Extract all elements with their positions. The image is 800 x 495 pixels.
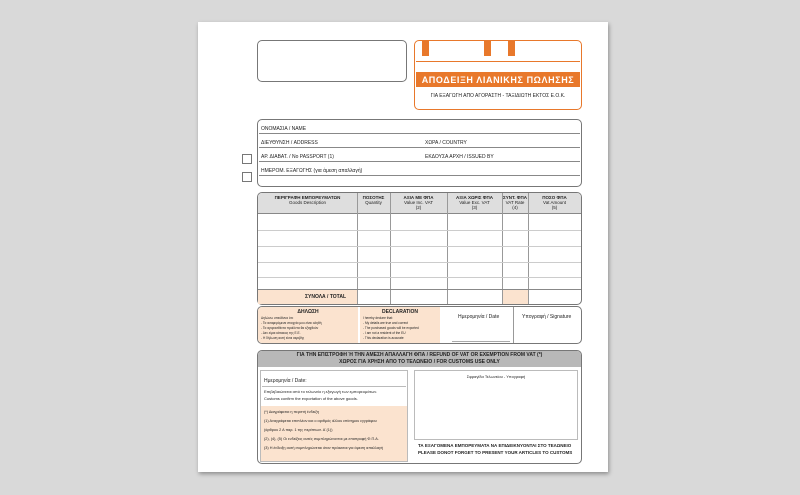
- column-header-en: Value Inc. VAT: [403, 200, 433, 205]
- total-label: ΣΥΝΟΛΑ / TOTAL: [305, 294, 347, 300]
- customs-header-line2: ΧΩΡΟΣ ΓΙΑ ΧΡΗΣΗ ΑΠΟ ΤΟ ΤΕΛΩΝΕΙΟ / FOR CUSTOMS USE ONLY: [339, 359, 500, 365]
- customs-header-line1: ΓΙΑ ΤΗΝ ΕΠΙΣΤΡΟΦΗ Ή ΤΗΝ ΑΜΕΣΗ ΑΠΑΛΛΑΓΗ ΦΠΑ / REFUND OF VAT OR EXEMPTION FROM VAT (*): [296, 352, 543, 358]
- column-header-num: (3): [471, 205, 478, 210]
- customs-confirm-en: Customs confirm the exportation of the above goods.: [264, 396, 358, 401]
- declaration-en-line: - I am not a resident of the EU: [363, 331, 406, 335]
- form-subtitle: ΓΙΑ ΕΞΑΓΩΓΗ ΑΠΟ ΑΓΟΡΑΣΤΗ - ΤΑΞΙΔΙΩΤΗ ΕΚΤΟΣ Ε.Ο.Κ.: [430, 93, 566, 99]
- col-divider: [502, 193, 503, 304]
- column-header-gr: ΠΕΡΙΓΡΑΦΗ ΕΜΠΟΡΕΥΜΑΤΩΝ: [274, 195, 341, 200]
- column-header-gr: ΑΞΙΑ ΜΕ ΦΠΑ: [403, 195, 434, 200]
- customs-note-line: (1) Αναγράφεται επιπλέον και ο αριθμός άλλου επίσημου εγγράφου: [264, 419, 377, 423]
- column-header-num: (5): [551, 205, 558, 210]
- column-header-en: Quantity: [365, 200, 382, 205]
- rule: [259, 175, 580, 176]
- export-date-label: ΗΜΕΡΟΜ. ΕΞΑΓΩΓΗΣ (για άμεση απαλλαγή): [261, 168, 363, 174]
- serial-tab-2: [484, 41, 491, 56]
- declaration-gr-title: ΔΗΛΩΣΗ: [297, 309, 319, 315]
- customs-stamp-area: [414, 370, 578, 440]
- customs-confirm-gr: Επιβεβαιώνεται από το τελωνείο η εξαγωγή των εμπορευμάτων.: [264, 389, 378, 394]
- rule: [258, 230, 581, 231]
- rule: [259, 161, 580, 162]
- column-header-gr: ΣΥΝΤ. ΦΠΑ: [503, 195, 527, 200]
- column-header-gr: ΑΞΙΑ ΧΩΡΙΣ ΦΠΑ: [456, 195, 493, 200]
- total-vat-rate-cell: [503, 290, 528, 304]
- customs-note-line: (3) Η ένδειξη αυτή συμπληρώνεται όταν πρόκειται για άμεση απαλλαγή: [264, 446, 384, 450]
- issued-by-label: ΕΚΔΟΥΣΑ ΑΡΧΗ / ISSUED BY: [425, 154, 494, 160]
- passport-label: ΑΡ. ΔΙΑΒΑΤ. / No PASSPORT (1): [261, 154, 334, 160]
- column-header-gr: ΠΟΣΟΤΗΣ: [362, 195, 385, 200]
- customs-date-label: Ημερομηνία / Date:: [264, 378, 307, 384]
- col-divider: [357, 193, 358, 304]
- side-checkbox[interactable]: [242, 172, 252, 182]
- customs-stamp-label: Σφραγίδα Τελωνείου - Υπογραφή: [466, 374, 526, 379]
- rule: [262, 386, 406, 387]
- rule: [259, 133, 580, 134]
- serial-tab-3: [508, 41, 515, 56]
- side-checkbox[interactable]: [242, 154, 252, 164]
- customs-footer-gr: ΤΑ ΕΞΑΓΟΜΕΝΑ ΕΜΠΟΡΕΥΜΑΤΑ ΝΑ ΕΠΙΔΕΙΚΝΥΟΝΤΑΙ ΣΤΟ ΤΕΛΩΝΕΙΟ: [418, 443, 572, 448]
- declaration-signature-label: Υπογραφή / Signature: [522, 314, 572, 320]
- declaration-en-line: - My details are true and correct: [363, 321, 408, 325]
- declaration-en-title: DECLARATION: [381, 309, 418, 315]
- issuer-box: [257, 40, 407, 82]
- rule: [258, 277, 581, 278]
- customs-footer-en: PLEASE DONOT FORGET TO PRESENT YOUR ARTICLES TO CUSTOMS: [418, 450, 573, 455]
- rule: [258, 213, 581, 214]
- declaration-gr-line: - Τα αγορασθέντα προϊόντα θα εξαχθούν: [261, 326, 319, 330]
- column-header-en: Goods Description: [288, 200, 327, 205]
- column-header-num: (4): [512, 205, 518, 210]
- form-title: ΑΠΟΔΕΙΞΗ ΛΙΑΝΙΚΗΣ ΠΩΛΗΣΗΣ: [421, 75, 575, 85]
- customs-note-line: (2), (4), (5) Οι ενδείξεις αυτές συμπληρώνονται με επιστροφή Φ.Π.Α.: [264, 437, 379, 441]
- serial-tab-1: [422, 41, 429, 56]
- col-divider: [447, 193, 448, 304]
- declaration-en-line: - This declaration is accurate: [363, 336, 404, 340]
- name-label: ΟΝΟΜΑΣΙΑ / NAME: [261, 126, 307, 132]
- col-divider: [390, 193, 391, 304]
- col-divider: [513, 307, 514, 343]
- column-header-num: (2): [415, 205, 422, 210]
- col-divider: [528, 193, 529, 304]
- customs-note-line: (άρθρου 2 Α παρ. 1 της περίπτωσ. Α΄(1)): [264, 428, 333, 432]
- column-header-en: Value Exc. VAT: [459, 200, 490, 205]
- rule: [258, 262, 581, 263]
- customs-note-line: (*) Διαγράφεται η περιττή ένδειξη: [264, 410, 320, 414]
- declaration-gr-line: Δηλώνω υπεύθυνα ότι:: [261, 316, 294, 320]
- address-label: ΔΙΕΥΘΥΝΣΗ / ADDRESS: [261, 140, 318, 146]
- column-header-en: Vat Amount: [543, 200, 566, 205]
- declaration-gr-line: - Η δήλωση αυτή είναι ακριβής: [261, 336, 305, 340]
- serial-line: [416, 61, 580, 62]
- column-header-gr: ΠΟΣΟ ΦΠΑ: [542, 195, 567, 200]
- rule: [259, 147, 580, 148]
- rule: [258, 246, 581, 247]
- declaration-en-line: - The purchased goods will be exported: [363, 326, 419, 330]
- rule: [452, 341, 510, 342]
- declaration-en-line: I hereby declare that:: [363, 316, 393, 320]
- country-label: ΧΩΡΑ / COUNTRY: [425, 140, 467, 146]
- declaration-gr-line: - Τα αναφερόμενα στοιχεία μου είναι αληθή: [261, 321, 322, 325]
- column-header-en: VAT Rate: [505, 200, 525, 205]
- declaration-date-label: Ημερομηνία / Date: [458, 314, 500, 320]
- declaration-gr-line: - Δεν είμαι κάτοικος της Ε.Ε.: [261, 331, 301, 335]
